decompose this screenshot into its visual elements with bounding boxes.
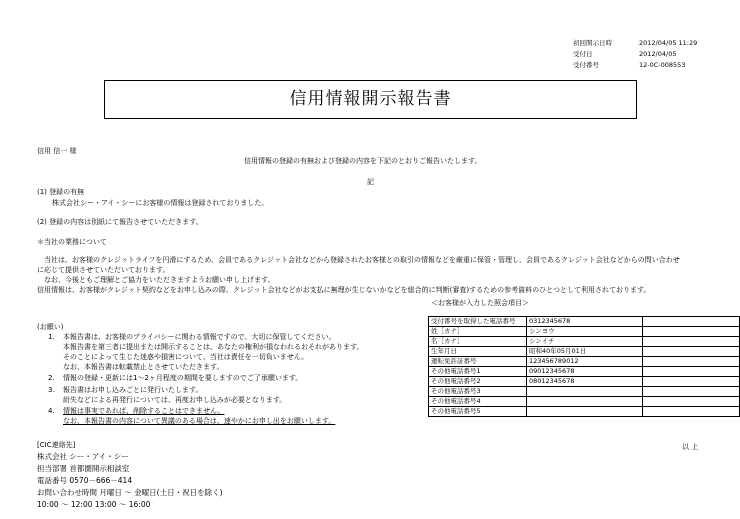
inquiry-blank-cell (643, 357, 740, 367)
inquiry-row (429, 317, 740, 327)
notice-2-num: 2. (48, 374, 55, 382)
inquiry-title: ＜お客様が入力した照会項目＞ (431, 299, 529, 307)
inquiry-blank-cell (643, 387, 740, 397)
meta-row-first-disclosure (573, 40, 697, 48)
inquiry-value: 09012345678 (526, 367, 642, 377)
contact-company: 株式会社 シー・アイ・シー (37, 452, 129, 461)
section2-heading: (2) 登録の内容は別紙にて報告させていただきます。 (37, 218, 203, 226)
notice-3-line-1: 報告書はお申し込みごとに発行いたします。 (63, 386, 203, 394)
inquiry-label: 受付番号を取得した電話番号 (429, 317, 527, 327)
inquiry-row (429, 407, 740, 417)
inquiry-row (429, 367, 740, 377)
meta-key: 受付日 (573, 50, 593, 58)
notice-4-line-1: 情報は事実であれば、削除することはできません。 (63, 407, 225, 415)
inquiry-value (526, 407, 642, 417)
inquiry-value: 08012345678 (526, 377, 642, 387)
notice-2-line-1: 情報の登録・更新には1～2ヶ月程度の期間を要しますのでご了承願います。 (63, 374, 303, 382)
inquiry-label: その他電話番号2 (429, 377, 527, 387)
contact-department: 担当部署 首都圏開示相談室 (37, 464, 130, 473)
contact-hours-time: 10:00 ～ 12:00 13:00 ～ 16:00 (37, 500, 151, 509)
inquiry-label: 名［カナ］ (429, 337, 527, 347)
notice-1-num: 1. (48, 333, 55, 341)
inquiry-row (429, 327, 740, 337)
inquiry-row (429, 377, 740, 387)
inquiry-blank-cell (643, 347, 740, 357)
business-line-1: 当社は、お客様のクレジットライフを円滑にするため、会員であるクレジット会社などから登録されたお客様との取引の情報などを厳重に保管・管理し、会員であるクレジット会社などからの問い合わせ (44, 256, 680, 264)
inquiry-value: シンヨウ (526, 327, 642, 337)
meta-value: 2012/04/05 (639, 50, 677, 58)
inquiry-blank-cell (643, 337, 740, 347)
notice-1-line-2: 本報告書を第三者に提出または開示することは、あなたの権利が損なわれるおそれがあります。 (63, 343, 364, 351)
inquiry-row (429, 397, 740, 407)
inquiry-value: 昭和40年05月01日 (526, 347, 642, 357)
inquiry-value: シンイチ (526, 337, 642, 347)
inquiry-table (428, 316, 740, 417)
business-line-2: に応じて提供させていただいております。 (37, 266, 170, 274)
notice-3-line-2: 紛失などによる再発行については、再度お申し込みが必要となります。 (63, 396, 287, 404)
inquiry-blank-cell (643, 327, 740, 337)
contact-phone: 電話番号 0570－666－414 (37, 476, 133, 485)
inquiry-row (429, 347, 740, 357)
inquiry-label: 運転免許証番号 (429, 357, 527, 367)
recipient-name: 信用 信一 様 (37, 147, 77, 155)
inquiry-row (429, 357, 740, 367)
notice-4-num: 4. (48, 407, 55, 415)
meta-row-receipt-number (573, 62, 685, 70)
notice-1-line-4: なお、本報告書は転載禁止とさせていただきます。 (63, 363, 224, 371)
inquiry-blank-cell (643, 317, 740, 327)
inquiry-blank-cell (643, 407, 740, 417)
inquiry-value: 0312345678 (526, 317, 642, 327)
section1-body: 株式会社シー・アイ・シーにお客様の情報は登録されておりました。 (52, 199, 269, 207)
business-line-3: なお、今後ともご理解とご協力をいただきますようお願い申し上げます。 (44, 276, 275, 284)
notice-3-num: 3. (48, 386, 55, 394)
inquiry-blank-cell (643, 397, 740, 407)
notice-4-line-2: なお、本報告書の内容について異議のある場合は、速やかにお申し出をお願いします。 (63, 417, 336, 425)
notice-1-line-1: 本報告書は、お客様のプライバシーに関わる情報ですので、大切に保管してください。 (63, 333, 336, 341)
inquiry-label: 生年月日 (429, 347, 527, 357)
contact-heading: [CIC連絡先] (37, 441, 76, 449)
inquiry-value (526, 397, 642, 407)
inquiry-label: その他電話番号4 (429, 397, 527, 407)
business-line-4: 信用情報は、お客様がクレジット契約などをお申し込みの際、クレジット会社などがお支払に無理が生じないかなどを総合的に判断(審査)するための参考資料のひとつとして利用されております。 (37, 286, 651, 294)
inquiry-value (526, 387, 642, 397)
inquiry-label: その他電話番号5 (429, 407, 527, 417)
inquiry-row (429, 387, 740, 397)
business-heading: ＊当社の業務について (37, 238, 107, 246)
ijo-closing: 以 上 (682, 443, 699, 451)
contact-hours: お問い合わせ時間 月曜日 ～ 金曜日(土日・祝日を除く) (37, 488, 223, 497)
intro-text: 信用情報の登録の有無および登録の内容を下記のとおりご報告いたします。 (244, 157, 482, 165)
inquiry-label: その他電話番号1 (429, 367, 527, 377)
meta-value: 2012/04/05 11:29 (639, 39, 698, 47)
meta-key: 初回開示日時 (573, 39, 612, 47)
section1-heading: (1) 登録の有無 (37, 188, 85, 196)
inquiry-label: 姓［カナ］ (429, 327, 527, 337)
notice-1-line-3: そのことによって生じた迷惑や損害について、当社は責任を一切負いません。 (63, 353, 309, 361)
ki-heading: 記 (367, 178, 374, 186)
inquiry-value: 123456789012 (526, 357, 642, 367)
meta-row-received-date (573, 51, 676, 59)
document-title (104, 80, 637, 119)
document-title-text: 信用情報開示報告書 (289, 89, 452, 110)
notice-heading: (お願い) (37, 323, 64, 331)
meta-value: 12-0C-008553 (639, 61, 686, 69)
inquiry-blank-cell (643, 377, 740, 387)
inquiry-row (429, 337, 740, 347)
meta-key: 受付番号 (573, 61, 599, 69)
inquiry-blank-cell (643, 367, 740, 377)
inquiry-label: その他電話番号3 (429, 387, 527, 397)
